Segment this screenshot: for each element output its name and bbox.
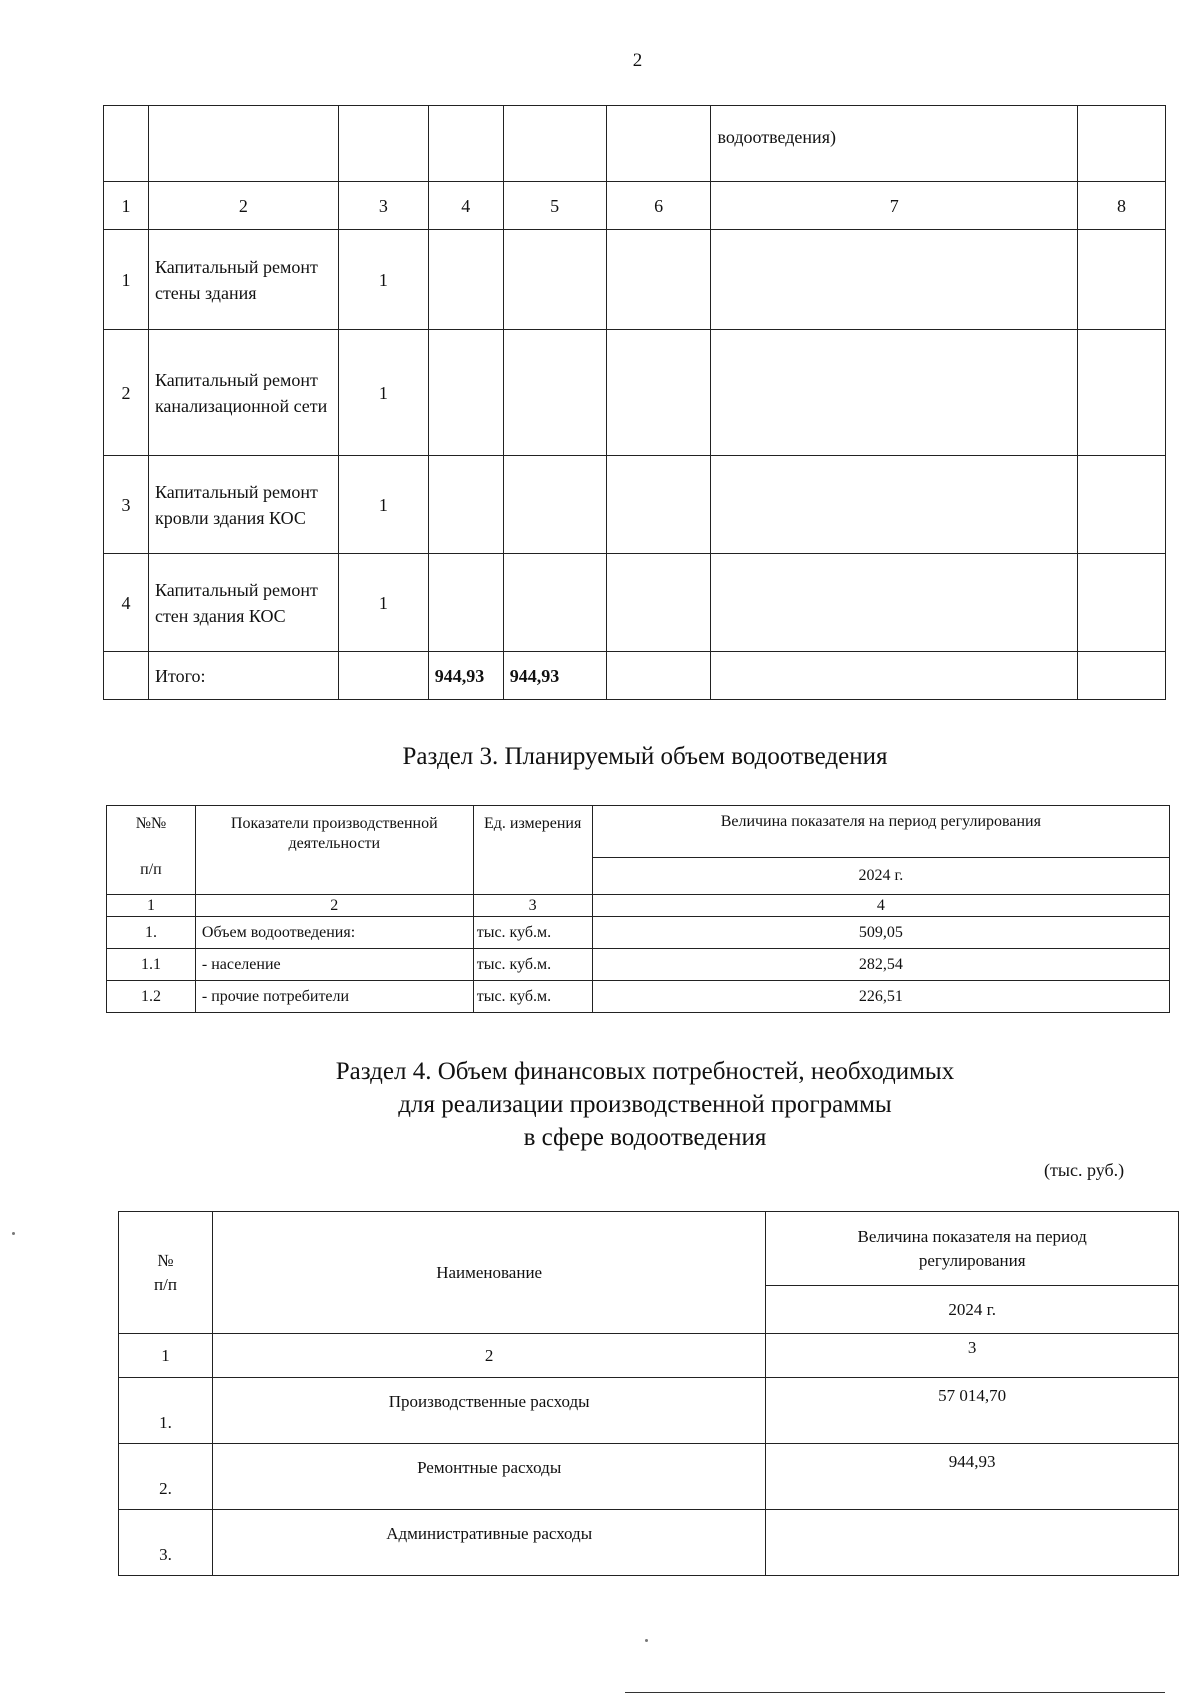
section4-title-line: в сфере водоотведения	[523, 1124, 767, 1151]
col-number: 3	[338, 182, 428, 230]
section4-title	[0, 1055, 1200, 1154]
row-name: Ремонтные расходы	[212, 1444, 765, 1510]
financial-table	[118, 1211, 1179, 1576]
total-col4: 944,93	[428, 652, 503, 700]
total-row	[104, 652, 1166, 700]
row-name: Административные расходы	[212, 1510, 765, 1576]
header-row	[119, 1212, 1179, 1286]
year-header: 2024 г.	[766, 1286, 1179, 1334]
row-value	[766, 1510, 1179, 1576]
row-number: 3.	[119, 1510, 213, 1576]
total-label: Итого:	[148, 652, 338, 700]
col-number: 6	[606, 182, 711, 230]
row-number: 2.	[119, 1444, 213, 1510]
col-number: 1	[104, 182, 149, 230]
row-unit: тыс. куб.м.	[473, 949, 592, 981]
table-row	[104, 106, 1166, 182]
col-number: 2	[148, 182, 338, 230]
row-number: 1	[104, 230, 149, 330]
table-row	[119, 1510, 1179, 1576]
row-number: 3	[104, 456, 149, 554]
table-row	[107, 949, 1170, 981]
header-cell: водоотведения)	[711, 106, 1078, 182]
row-name: Капитальный ремонт канализационной сети	[148, 330, 338, 456]
row-value: 57 014,70	[766, 1378, 1179, 1444]
row-number: 4	[104, 554, 149, 652]
col-number: 1	[107, 895, 196, 917]
section4-title-line: для реализации производственной программы	[398, 1091, 892, 1118]
table-row	[107, 917, 1170, 949]
col-number: 2	[195, 895, 473, 917]
column-numbers-row	[104, 182, 1166, 230]
row-number: 1.	[107, 917, 196, 949]
num-header	[107, 806, 196, 895]
units-note: (тыс. руб.)	[1044, 1160, 1125, 1180]
row-name: Капитальный ремонт стены здания	[148, 230, 338, 330]
value-header: Величина показателя на период регулирования	[766, 1212, 1179, 1286]
total-col5: 944,93	[503, 652, 606, 700]
row-name: - прочие потребители	[195, 981, 473, 1013]
section4-title-line: Раздел 4. Объем финансовых потребностей, необходимых	[335, 1058, 955, 1085]
col-number: 5	[503, 182, 606, 230]
col-number: 8	[1078, 182, 1166, 230]
num-header-top: №№	[135, 815, 167, 832]
col-number: 3	[766, 1334, 1179, 1378]
value-header: Величина показателя на период регулирования	[592, 806, 1169, 858]
num-header-bottom: п/п	[140, 861, 162, 878]
table-row	[104, 330, 1166, 456]
volume-table	[106, 805, 1170, 1013]
row-unit: тыс. куб.м.	[473, 981, 592, 1013]
repairs-table	[103, 105, 1166, 700]
section3-title: Раздел 3. Планируемый объем водоотведения	[402, 743, 888, 770]
table-row	[107, 981, 1170, 1013]
col-number: 3	[473, 895, 592, 917]
row-value: 226,51	[592, 981, 1169, 1013]
row-name: Объем водоотведения:	[195, 917, 473, 949]
row-qty: 1	[338, 554, 428, 652]
row-value: 509,05	[592, 917, 1169, 949]
col-number: 4	[592, 895, 1169, 917]
row-name: - население	[195, 949, 473, 981]
col-number: 2	[212, 1334, 765, 1378]
col-number: 1	[119, 1334, 213, 1378]
scan-speck	[12, 1232, 15, 1235]
row-number: 1.	[119, 1378, 213, 1444]
table-row	[104, 456, 1166, 554]
row-name: Капитальный ремонт стен здания КОС	[148, 554, 338, 652]
column-numbers-row	[119, 1334, 1179, 1378]
col-number: 7	[711, 182, 1078, 230]
row-qty: 1	[338, 330, 428, 456]
table-row	[119, 1444, 1179, 1510]
row-qty: 1	[338, 456, 428, 554]
indicator-header: Показатели производственной деятельности	[195, 806, 473, 895]
year-header: 2024 г.	[592, 858, 1169, 895]
row-number: 1.1	[107, 949, 196, 981]
table-row	[119, 1378, 1179, 1444]
bottom-rule	[625, 1692, 1165, 1693]
row-value: 944,93	[766, 1444, 1179, 1510]
name-header: Наименование	[212, 1212, 765, 1334]
row-unit: тыс. куб.м.	[473, 917, 592, 949]
row-name: Производственные расходы	[212, 1378, 765, 1444]
num-header: № п/п	[119, 1212, 213, 1334]
unit-header: Ед. измерения	[473, 806, 592, 895]
header-row	[107, 806, 1170, 858]
col-number: 4	[428, 182, 503, 230]
row-value: 282,54	[592, 949, 1169, 981]
page-number: 2	[632, 50, 643, 71]
row-name: Капитальный ремонт кровли здания КОС	[148, 456, 338, 554]
scan-speck	[645, 1639, 648, 1642]
table-row	[104, 554, 1166, 652]
row-number: 2	[104, 330, 149, 456]
row-qty: 1	[338, 230, 428, 330]
row-number: 1.2	[107, 981, 196, 1013]
table-row	[104, 230, 1166, 330]
column-numbers-row	[107, 895, 1170, 917]
